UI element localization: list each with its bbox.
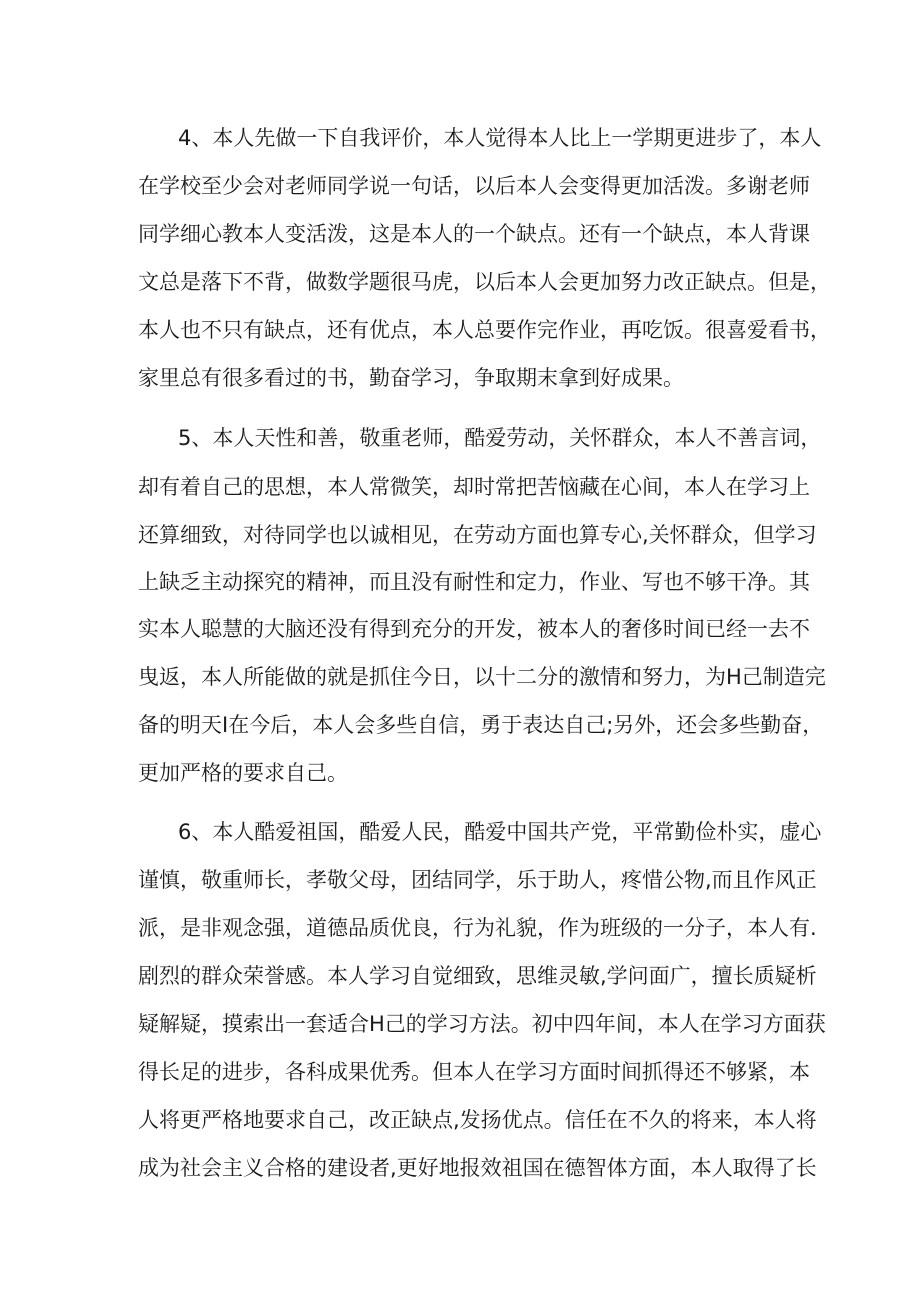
text-line: 却有着自己的思想，本人常微笑，却时常把苦恼藏在心间，本人在学习上: [138, 475, 810, 499]
text-line: 曳返，本人所能做的就是抓住今日，以十二分的激情和努力，为H己制造完: [138, 665, 826, 689]
text-line: 备的明天I在今后，本人会多些自信，勇于表达自己;另外，还会多些勤奋，: [138, 713, 824, 737]
text-line: 在学校至少会对老师同学说一句话，以后本人会变得更加活泼。多谢老师: [138, 174, 810, 198]
text-line: 更加严格的要求自己。: [138, 761, 348, 785]
text-line: 5、本人天性和善，敬重老师，酷爱劳动，关怀群众，本人不善言词，: [178, 426, 822, 450]
text-line: 疑解疑，摸索出一套适合H己的学习方法。初中四年间，本人在学习方面获: [138, 1012, 826, 1036]
text-line: 同学细心教本人变活泼，这是本人的一个缺点。还有一个缺点，本人背课: [138, 222, 810, 246]
text-line: 派，是非观念强，道德品质优良，行为礼貌，作为班级的一分子，本人有.: [138, 916, 817, 940]
text-line: 文总是落下不背，做数学题很马虎，以后本人会更加努力改正缺点。但是，: [138, 270, 831, 294]
text-line: 成为社会主义合格的建设者,更好地报效祖国在德智体方面，本人取得了长: [138, 1156, 817, 1180]
text-line: 本人也不只有缺点，还有优点，本人总要作完作业，再吃饭。很喜爱看书，: [138, 318, 831, 342]
text-line: 得长足的进步，各科成果优秀。但本人在学习方面时间抓得还不够紧，本: [138, 1060, 810, 1084]
text-line: 剧烈的群众荣誉感。本人学习自觉细致，思维灵敏,学问面广，擅长质疑析: [138, 964, 817, 988]
text-line: 上缺乏主动探究的精神，而且没有耐性和定力，作业、写也不够干净。其: [138, 570, 810, 594]
text-line: 家里总有很多看过的书，勤奋学习，争取期末拿到好成果。: [138, 366, 684, 390]
text-line: 还算细致，对待同学也以诚相见，在劳动方面也算专心,关怀群众，但学习: [138, 523, 817, 547]
text-line: 谨慎，敬重师长，孝敬父母，团结同学，乐于助人，疼惜公物,而且作风正: [138, 868, 817, 892]
text-line: 6、本人酷爱祖国，酷爱人民，酷爱中国共产党，平常勤俭朴实，虚心: [178, 820, 822, 844]
text-line: 人将更严格地要求自己，改正缺点,发扬优点。信任在不久的将来，本人将: [138, 1108, 817, 1132]
text-line: 4、本人先做一下自我评价，本人觉得本人比上一学期更进步了，本人: [178, 126, 822, 150]
text-line: 实本人聪慧的大脑还没有得到充分的开发，被本人的奢侈时间已经一去不: [138, 617, 810, 641]
